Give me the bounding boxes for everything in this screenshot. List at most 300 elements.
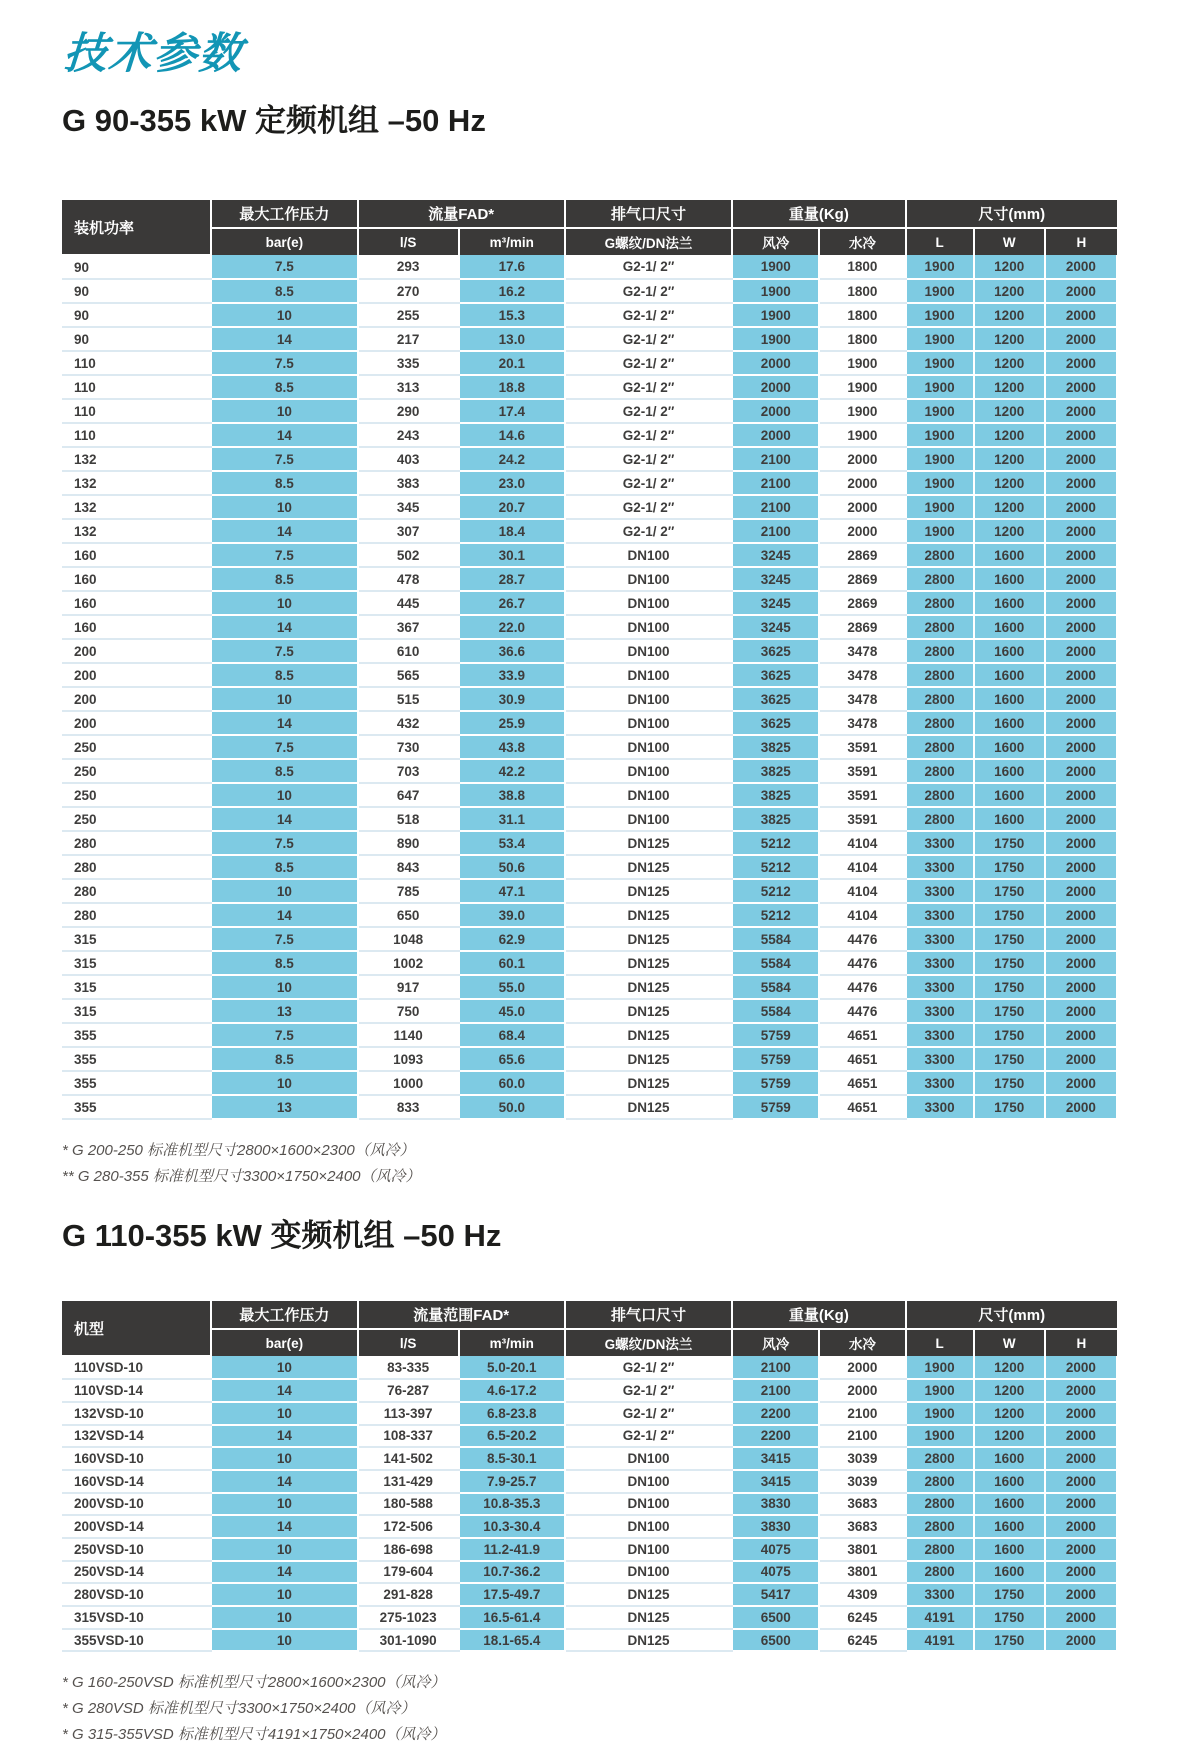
table-cell: 2000 — [1045, 903, 1117, 927]
table-cell: 1900 — [906, 399, 974, 423]
table-cell: DN125 — [565, 879, 732, 903]
table-cell: 200 — [62, 639, 211, 663]
table-cell: 62.9 — [459, 927, 565, 951]
table-cell: 315 — [62, 927, 211, 951]
table-cell: 1750 — [974, 1629, 1045, 1652]
table-cell: 1900 — [906, 471, 974, 495]
table-cell: 2000 — [1045, 1561, 1117, 1584]
footnote: * G 200-250 标准机型尺寸2800×1600×2300（风冷） — [62, 1142, 415, 1160]
table-cell: 1900 — [732, 327, 819, 351]
table-cell: 3625 — [732, 639, 819, 663]
table-cell: 8.5 — [211, 567, 357, 591]
table-cell: 3039 — [819, 1470, 905, 1493]
table-cell: 3625 — [732, 663, 819, 687]
table-cell: 1750 — [974, 1095, 1045, 1119]
table-cell: 355 — [62, 1023, 211, 1047]
table-cell: 7.5 — [211, 1023, 357, 1047]
table-row — [62, 687, 1117, 711]
table-cell: 10 — [211, 1583, 357, 1606]
table-cell: 2000 — [1045, 687, 1117, 711]
table-cell: 4651 — [819, 1071, 905, 1095]
table-cell: 3683 — [819, 1493, 905, 1516]
table-cell: 2000 — [1045, 783, 1117, 807]
table-cell: 20.7 — [459, 495, 565, 519]
table-cell: 2000 — [1045, 831, 1117, 855]
table-cell: 250 — [62, 807, 211, 831]
table-cell: 1600 — [974, 1493, 1045, 1516]
table-cell: 518 — [358, 807, 459, 831]
table-cell: 10 — [211, 1356, 357, 1379]
table-cell: 10 — [211, 303, 357, 327]
table-cell: 10 — [211, 1402, 357, 1425]
table-cell: 2800 — [906, 711, 974, 735]
fixed-speed-footnotes — [62, 1138, 1124, 1190]
table-cell: G2-1/ 2″ — [565, 255, 732, 279]
table-cell: DN125 — [565, 1047, 732, 1071]
table-row — [62, 1095, 1117, 1119]
table-cell: 8.5-30.1 — [459, 1447, 565, 1470]
table-cell: 2000 — [732, 423, 819, 447]
table-cell: 1200 — [974, 519, 1045, 543]
table-cell: 5759 — [732, 1095, 819, 1119]
table-cell: 14 — [211, 1561, 357, 1584]
table-cell: 5.0-20.1 — [459, 1356, 565, 1379]
table-cell: G2-1/ 2″ — [565, 399, 732, 423]
table-cell: 3591 — [819, 807, 905, 831]
table-row — [62, 1583, 1117, 1606]
table-cell: 2000 — [1045, 1047, 1117, 1071]
length-subheader: L — [906, 228, 974, 255]
table-cell: 1600 — [974, 1447, 1045, 1470]
table-cell: 785 — [358, 879, 459, 903]
table-cell: 90 — [62, 303, 211, 327]
table-cell: 2800 — [906, 591, 974, 615]
table-row — [62, 1493, 1117, 1516]
table-cell: 315 — [62, 975, 211, 999]
table-cell: 1750 — [974, 927, 1045, 951]
table-cell: 1600 — [974, 1561, 1045, 1584]
table-cell: 33.9 — [459, 663, 565, 687]
table-cell: 2200 — [732, 1402, 819, 1425]
table-cell: 7.5 — [211, 255, 357, 279]
table-cell: 132VSD-10 — [62, 1402, 211, 1425]
model-column-header: 机型 — [62, 1301, 211, 1356]
m3min-subheader: m³/min — [459, 228, 565, 255]
table-row — [62, 951, 1117, 975]
table-cell: 3591 — [819, 783, 905, 807]
table-cell: 1200 — [974, 1356, 1045, 1379]
table-cell: 2800 — [906, 1447, 974, 1470]
table-cell: 5759 — [732, 1071, 819, 1095]
table-cell: 14 — [211, 1515, 357, 1538]
table-cell: 307 — [358, 519, 459, 543]
table-cell: 1900 — [732, 279, 819, 303]
table-cell: 6500 — [732, 1606, 819, 1629]
table-cell: 445 — [358, 591, 459, 615]
table-cell: 270 — [358, 279, 459, 303]
table-cell: 1600 — [974, 615, 1045, 639]
table-body — [62, 1356, 1117, 1651]
width-subheader: W — [974, 228, 1045, 255]
table-cell: 110VSD-14 — [62, 1379, 211, 1402]
table-cell: 47.1 — [459, 879, 565, 903]
table-cell: 1200 — [974, 1379, 1045, 1402]
table-row — [62, 1379, 1117, 1402]
table-cell: 2000 — [1045, 1538, 1117, 1561]
width-subheader: W — [974, 1329, 1045, 1356]
table-cell: 7.5 — [211, 831, 357, 855]
table-cell: 3830 — [732, 1493, 819, 1516]
table-cell: 3415 — [732, 1447, 819, 1470]
table-cell: DN100 — [565, 759, 732, 783]
table-cell: 293 — [358, 255, 459, 279]
table-cell: 4191 — [906, 1606, 974, 1629]
outlet-group-header: 排气口尺寸 — [565, 200, 732, 228]
table-cell: 1900 — [906, 327, 974, 351]
table-cell: 90 — [62, 279, 211, 303]
table-cell: 2000 — [1045, 1356, 1117, 1379]
table-cell: 5759 — [732, 1023, 819, 1047]
table-cell: 1900 — [906, 1379, 974, 1402]
table-cell: 280 — [62, 855, 211, 879]
table-cell: 10 — [211, 1493, 357, 1516]
table-cell: 90 — [62, 255, 211, 279]
table-cell: 4104 — [819, 903, 905, 927]
table-row — [62, 591, 1117, 615]
table-cell: 2000 — [1045, 519, 1117, 543]
table-cell: 2869 — [819, 543, 905, 567]
table-cell: 703 — [358, 759, 459, 783]
table-cell: 1800 — [819, 255, 905, 279]
table-cell: 1750 — [974, 879, 1045, 903]
table-cell: 3245 — [732, 567, 819, 591]
table-row — [62, 351, 1117, 375]
table-cell: 2000 — [1045, 1447, 1117, 1470]
table-cell: 2000 — [1045, 447, 1117, 471]
table-cell: 17.4 — [459, 399, 565, 423]
table-cell: G2-1/ 2″ — [565, 1379, 732, 1402]
table-cell: 355 — [62, 1095, 211, 1119]
table-row — [62, 927, 1117, 951]
table-cell: 5584 — [732, 927, 819, 951]
table-cell: 3478 — [819, 639, 905, 663]
table-cell: 1800 — [819, 327, 905, 351]
table-cell: 2000 — [1045, 1629, 1117, 1652]
table-cell: 4476 — [819, 927, 905, 951]
table-cell: 1900 — [906, 303, 974, 327]
table-cell: 10 — [211, 1629, 357, 1652]
table-cell: 1200 — [974, 495, 1045, 519]
table-cell: 14 — [211, 327, 357, 351]
table-cell: 60.1 — [459, 951, 565, 975]
table-cell: 1750 — [974, 975, 1045, 999]
table-cell: 1750 — [974, 1023, 1045, 1047]
table-cell: 8.5 — [211, 1047, 357, 1071]
section-fixed-speed — [62, 95, 1124, 1190]
table-cell: 1000 — [358, 1071, 459, 1095]
thread-flange-subheader: G螺纹/DN法兰 — [565, 1329, 732, 1356]
table-cell: 6.8-23.8 — [459, 1402, 565, 1425]
bar-subheader: bar(e) — [211, 228, 357, 255]
table-cell: 2000 — [1045, 951, 1117, 975]
table-cell: 367 — [358, 615, 459, 639]
table-cell: 3415 — [732, 1470, 819, 1493]
table-cell: 1900 — [906, 1402, 974, 1425]
table-row — [62, 567, 1117, 591]
table-cell: 2000 — [732, 399, 819, 423]
water-cooled-subheader: 水冷 — [819, 1329, 905, 1356]
table-cell: 5584 — [732, 975, 819, 999]
table-cell: 1600 — [974, 807, 1045, 831]
table-row — [62, 879, 1117, 903]
table-cell: 15.3 — [459, 303, 565, 327]
table-row — [62, 735, 1117, 759]
table-cell: 4191 — [906, 1629, 974, 1652]
table-cell: 650 — [358, 903, 459, 927]
table-cell: 8.5 — [211, 279, 357, 303]
table-cell: 3300 — [906, 1583, 974, 1606]
table-row — [62, 1402, 1117, 1425]
table-cell: 76-287 — [358, 1379, 459, 1402]
table-cell: 355 — [62, 1071, 211, 1095]
weight-group-header: 重量(Kg) — [732, 200, 905, 228]
table-cell: DN100 — [565, 639, 732, 663]
table-cell: 355 — [62, 1047, 211, 1071]
table-cell: 2800 — [906, 759, 974, 783]
table-cell: 132 — [62, 447, 211, 471]
table-cell: 4651 — [819, 1047, 905, 1071]
table-cell: 10.7-36.2 — [459, 1561, 565, 1584]
table-cell: 7.5 — [211, 447, 357, 471]
table-cell: DN100 — [565, 1538, 732, 1561]
table-cell: 3801 — [819, 1538, 905, 1561]
table-cell: 31.1 — [459, 807, 565, 831]
table-cell: 315 — [62, 999, 211, 1023]
table-cell: 1900 — [906, 375, 974, 399]
water-cooled-subheader: 水冷 — [819, 228, 905, 255]
table-cell: 14 — [211, 1470, 357, 1493]
table-cell: 1200 — [974, 375, 1045, 399]
table-cell: 280 — [62, 903, 211, 927]
table-cell: DN100 — [565, 543, 732, 567]
footnote: * G 280VSD 标准机型尺寸3300×1750×2400（风冷） — [62, 1700, 416, 1718]
table-cell: 4075 — [732, 1538, 819, 1561]
table-cell: DN125 — [565, 999, 732, 1023]
table-cell: G2-1/ 2″ — [565, 303, 732, 327]
table-cell: 1600 — [974, 1515, 1045, 1538]
table-cell: DN125 — [565, 903, 732, 927]
table-cell: 25.9 — [459, 711, 565, 735]
table-cell: 3591 — [819, 759, 905, 783]
table-cell: 2000 — [819, 471, 905, 495]
table-cell: 60.0 — [459, 1071, 565, 1095]
vsd-section-title: G 110-355 kW 变频机组 –50 Hz — [62, 1218, 502, 1254]
table-cell: 1600 — [974, 639, 1045, 663]
table-cell: G2-1/ 2″ — [565, 495, 732, 519]
table-row — [62, 1356, 1117, 1379]
table-row — [62, 1538, 1117, 1561]
table-cell: 160 — [62, 615, 211, 639]
table-row — [62, 663, 1117, 687]
table-cell: 22.0 — [459, 615, 565, 639]
table-cell: 1048 — [358, 927, 459, 951]
table-cell: 20.1 — [459, 351, 565, 375]
table-cell: 275-1023 — [358, 1606, 459, 1629]
table-row — [62, 1470, 1117, 1493]
table-cell: DN125 — [565, 1606, 732, 1629]
table-cell: 160VSD-14 — [62, 1470, 211, 1493]
table-row — [62, 519, 1117, 543]
table-cell: 2800 — [906, 639, 974, 663]
table-cell: DN125 — [565, 1583, 732, 1606]
table-cell: 2000 — [1045, 423, 1117, 447]
table-cell: 1600 — [974, 735, 1045, 759]
table-cell: 335 — [358, 351, 459, 375]
table-cell: 280 — [62, 879, 211, 903]
dimensions-group-header: 尺寸(mm) — [906, 1301, 1117, 1329]
table-cell: 5759 — [732, 1047, 819, 1071]
table-cell: 5212 — [732, 903, 819, 927]
table-cell: 7.5 — [211, 735, 357, 759]
table-cell: 1200 — [974, 423, 1045, 447]
table-cell: 1900 — [819, 351, 905, 375]
table-cell: 42.2 — [459, 759, 565, 783]
table-cell: 750 — [358, 999, 459, 1023]
table-cell: DN100 — [565, 591, 732, 615]
table-cell: 14 — [211, 1379, 357, 1402]
table-cell: 2869 — [819, 591, 905, 615]
table-cell: 1600 — [974, 711, 1045, 735]
table-cell: 172-506 — [358, 1515, 459, 1538]
table-cell: DN100 — [565, 663, 732, 687]
table-row — [62, 1023, 1117, 1047]
table-cell: 1900 — [906, 1356, 974, 1379]
table-row — [62, 471, 1117, 495]
table-row — [62, 1561, 1117, 1584]
table-cell: 2869 — [819, 615, 905, 639]
table-cell: 1900 — [819, 423, 905, 447]
table-cell: 515 — [358, 687, 459, 711]
table-cell: 3300 — [906, 975, 974, 999]
table-cell: 1200 — [974, 447, 1045, 471]
table-cell: 313 — [358, 375, 459, 399]
ls-subheader: l/S — [358, 228, 459, 255]
table-cell: 110 — [62, 423, 211, 447]
table-cell: 2000 — [1045, 1606, 1117, 1629]
table-row — [62, 1629, 1117, 1652]
table-cell: 345 — [358, 495, 459, 519]
table-cell: 3830 — [732, 1515, 819, 1538]
table-cell: 1200 — [974, 303, 1045, 327]
table-cell: 30.1 — [459, 543, 565, 567]
table-cell: 43.8 — [459, 735, 565, 759]
table-cell: 250VSD-14 — [62, 1561, 211, 1584]
table-cell: 2800 — [906, 663, 974, 687]
table-row — [62, 375, 1117, 399]
table-cell: 1750 — [974, 1583, 1045, 1606]
table-cell: 291-828 — [358, 1583, 459, 1606]
table-cell: 3825 — [732, 783, 819, 807]
height-subheader: H — [1045, 228, 1117, 255]
table-cell: 2000 — [1045, 471, 1117, 495]
table-cell: 2800 — [906, 1515, 974, 1538]
table-cell: 10 — [211, 1606, 357, 1629]
table-cell: 6245 — [819, 1629, 905, 1652]
table-row — [62, 759, 1117, 783]
table-cell: 2100 — [819, 1425, 905, 1448]
table-cell: 16.5-61.4 — [459, 1606, 565, 1629]
table-cell: 2800 — [906, 783, 974, 807]
table-cell: 10.8-35.3 — [459, 1493, 565, 1516]
table-cell: 2000 — [1045, 1425, 1117, 1448]
table-cell: 16.2 — [459, 279, 565, 303]
table-cell: 2000 — [1045, 399, 1117, 423]
table-cell: 200 — [62, 687, 211, 711]
table-cell: 1900 — [819, 375, 905, 399]
table-cell: 917 — [358, 975, 459, 999]
table-row — [62, 327, 1117, 351]
table-row — [62, 615, 1117, 639]
table-cell: 132 — [62, 519, 211, 543]
table-cell: 1200 — [974, 327, 1045, 351]
table-cell: 1800 — [819, 303, 905, 327]
table-cell: 4651 — [819, 1023, 905, 1047]
table-cell: 13 — [211, 1095, 357, 1119]
ls-subheader: l/S — [358, 1329, 459, 1356]
table-cell: 2000 — [1045, 351, 1117, 375]
table-cell: 4104 — [819, 855, 905, 879]
table-cell: 250 — [62, 759, 211, 783]
table-cell: 833 — [358, 1095, 459, 1119]
table-cell: 1200 — [974, 255, 1045, 279]
table-cell: 14.6 — [459, 423, 565, 447]
dimensions-group-header: 尺寸(mm) — [906, 200, 1117, 228]
table-body — [62, 255, 1117, 1119]
table-cell: 1200 — [974, 399, 1045, 423]
table-row — [62, 279, 1117, 303]
table-cell: 3825 — [732, 759, 819, 783]
vsd-table — [62, 1301, 1118, 1652]
table-cell: 2000 — [732, 351, 819, 375]
table-cell: 1600 — [974, 567, 1045, 591]
table-cell: 2100 — [732, 1356, 819, 1379]
table-cell: 50.6 — [459, 855, 565, 879]
table-cell: 3801 — [819, 1561, 905, 1584]
table-cell: 23.0 — [459, 471, 565, 495]
table-cell: DN100 — [565, 735, 732, 759]
table-cell: 5212 — [732, 855, 819, 879]
table-cell: DN100 — [565, 807, 732, 831]
table-cell: 7.5 — [211, 543, 357, 567]
table-cell: 2000 — [1045, 615, 1117, 639]
table-cell: 18.1-65.4 — [459, 1629, 565, 1652]
table-cell: 2000 — [1045, 1095, 1117, 1119]
table-cell: 160 — [62, 567, 211, 591]
table-cell: 10 — [211, 975, 357, 999]
table-cell: 14 — [211, 423, 357, 447]
table-cell: 8.5 — [211, 951, 357, 975]
table-cell: 2000 — [732, 375, 819, 399]
table-cell: 2000 — [1045, 759, 1117, 783]
table-cell: 2000 — [1045, 879, 1117, 903]
table-cell: 83-335 — [358, 1356, 459, 1379]
table-cell: 2100 — [732, 471, 819, 495]
table-cell: 200 — [62, 711, 211, 735]
table-cell: 1140 — [358, 1023, 459, 1047]
outlet-group-header: 排气口尺寸 — [565, 1301, 732, 1329]
table-cell: 730 — [358, 735, 459, 759]
table-cell: 14 — [211, 903, 357, 927]
